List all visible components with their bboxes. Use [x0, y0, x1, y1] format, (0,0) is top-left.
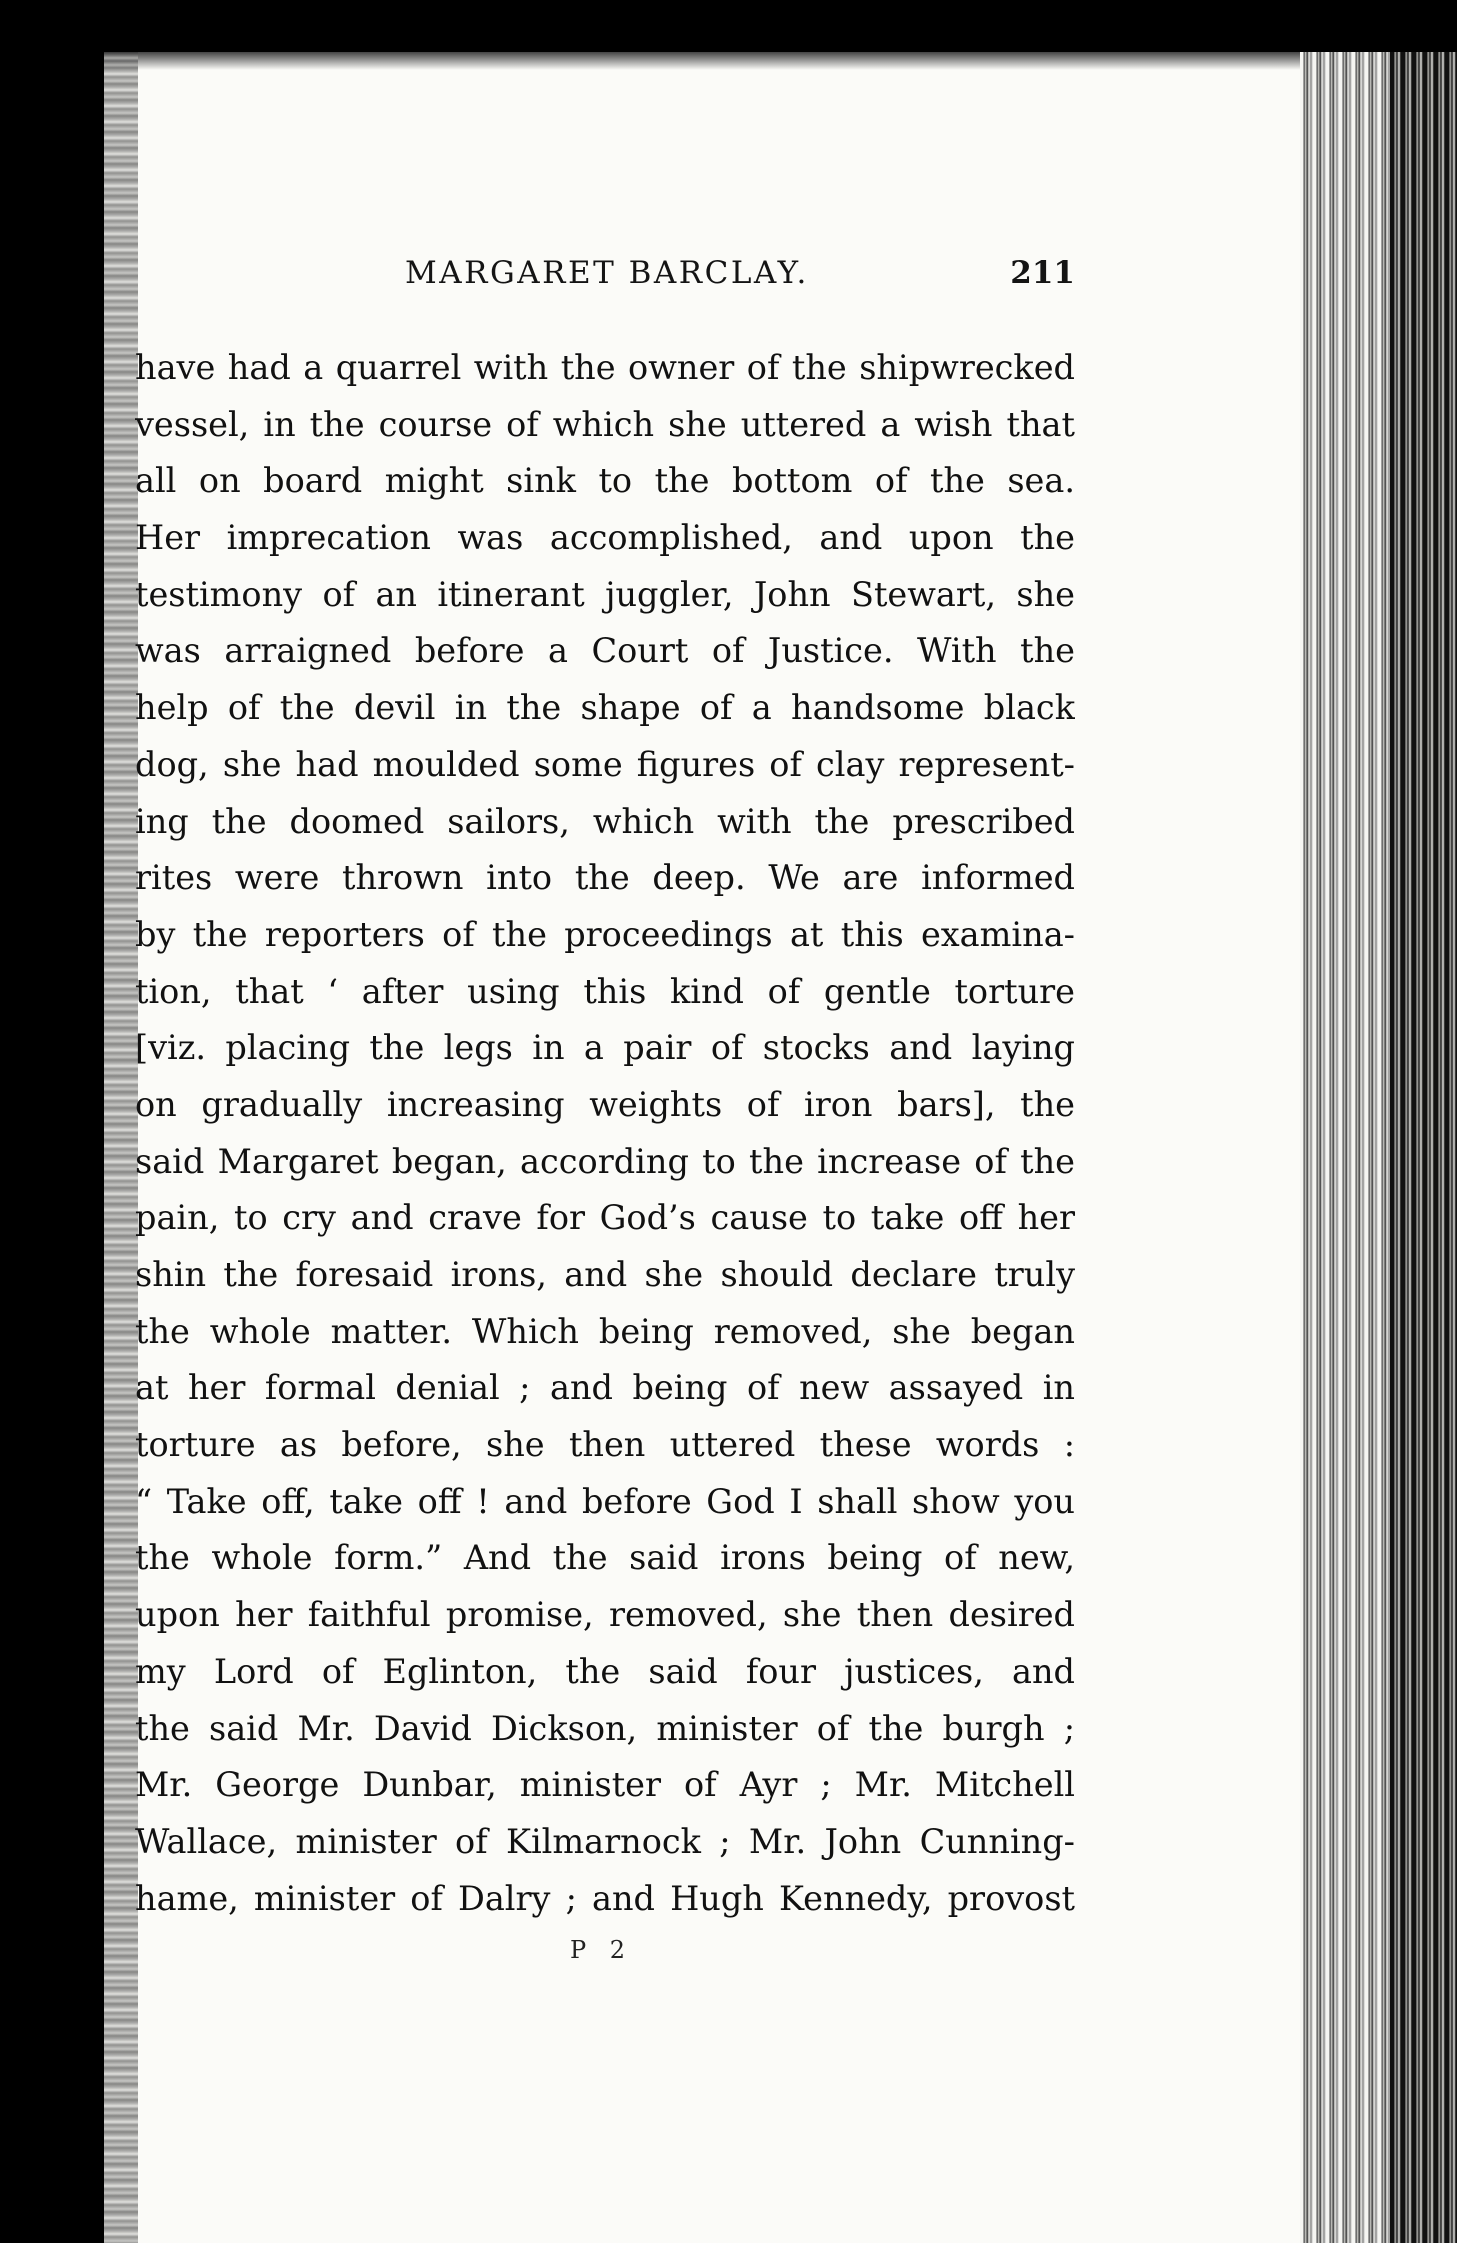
- text-line: upon her faithful promise, removed, she then desired: [135, 1595, 1075, 1635]
- text-line: torture as before, she then uttered these words :: [135, 1425, 1075, 1465]
- text-line: was arraigned before a Court of Justice. With the: [135, 631, 1075, 671]
- text-line: the whole matter. Which being removed, she began: [135, 1311, 1075, 1351]
- text-line: “ Take off, take off ! and before God I shall show you: [135, 1481, 1075, 1521]
- text-line: hame, minister of Dalry ; and Hugh Kennedy, provost: [135, 1878, 1075, 1918]
- text-line: by the reporters of the proceedings at this examina-: [135, 914, 1075, 954]
- text-line: rites were thrown into the deep. We are informed: [135, 858, 1075, 898]
- text-line: at her formal denial ; and being of new assayed in: [135, 1368, 1075, 1408]
- text-line: dog, she had moulded some figures of clay represent-: [135, 744, 1075, 784]
- text-line: [viz. placing the legs in a pair of stocks and laying: [135, 1028, 1075, 1068]
- text-line: testimony of an itinerant juggler, John Stewart, she: [135, 574, 1075, 614]
- text-line: shin the foresaid irons, and she should declare truly: [135, 1255, 1075, 1294]
- text-line: Her imprecation was accomplished, and upon the: [135, 518, 1075, 558]
- page-top-shadow: [104, 52, 1344, 70]
- text-line: Wallace, minister of Kilmarnock ; Mr. John Cunning-: [135, 1821, 1075, 1861]
- text-line: the said Mr. David Dickson, minister of the burgh ;: [135, 1708, 1075, 1748]
- text-line: have had a quarrel with the owner of the shipwrecked: [135, 348, 1075, 387]
- text-line: on gradually increasing weights of iron bars], the: [135, 1084, 1075, 1124]
- text-line: tion, that ‘ after using this kind of gentle torture: [135, 971, 1075, 1011]
- text-line: my Lord of Eglinton, the said four justices, and: [135, 1651, 1075, 1691]
- body-text: [135, 340, 1075, 1927]
- text-line: said Margaret began, according to the increase of the: [135, 1141, 1075, 1181]
- binding-edge: [104, 52, 138, 2243]
- text-line: Mr. George Dunbar, minister of Ayr ; Mr. Mitchell: [135, 1765, 1075, 1805]
- fore-edge-shadow: [1390, 52, 1457, 2243]
- text-line: help of the devil in the shape of a handsome black: [135, 688, 1075, 728]
- text-line: ing the doomed sailors, which with the prescribed: [135, 801, 1075, 841]
- text-line: all on board might sink to the bottom of the sea.: [135, 461, 1075, 501]
- signature-mark: P 2: [570, 1936, 634, 1964]
- page-header: [405, 255, 1075, 295]
- running-title: MARGARET BARCLAY.: [405, 255, 809, 291]
- page-number: 211: [1010, 255, 1075, 291]
- text-line: vessel, in the course of which she uttered a wish that: [135, 404, 1075, 444]
- text-line: pain, to cry and crave for God’s cause to take off her: [135, 1198, 1075, 1238]
- text-line: the whole form.” And the said irons being of new,: [135, 1538, 1075, 1578]
